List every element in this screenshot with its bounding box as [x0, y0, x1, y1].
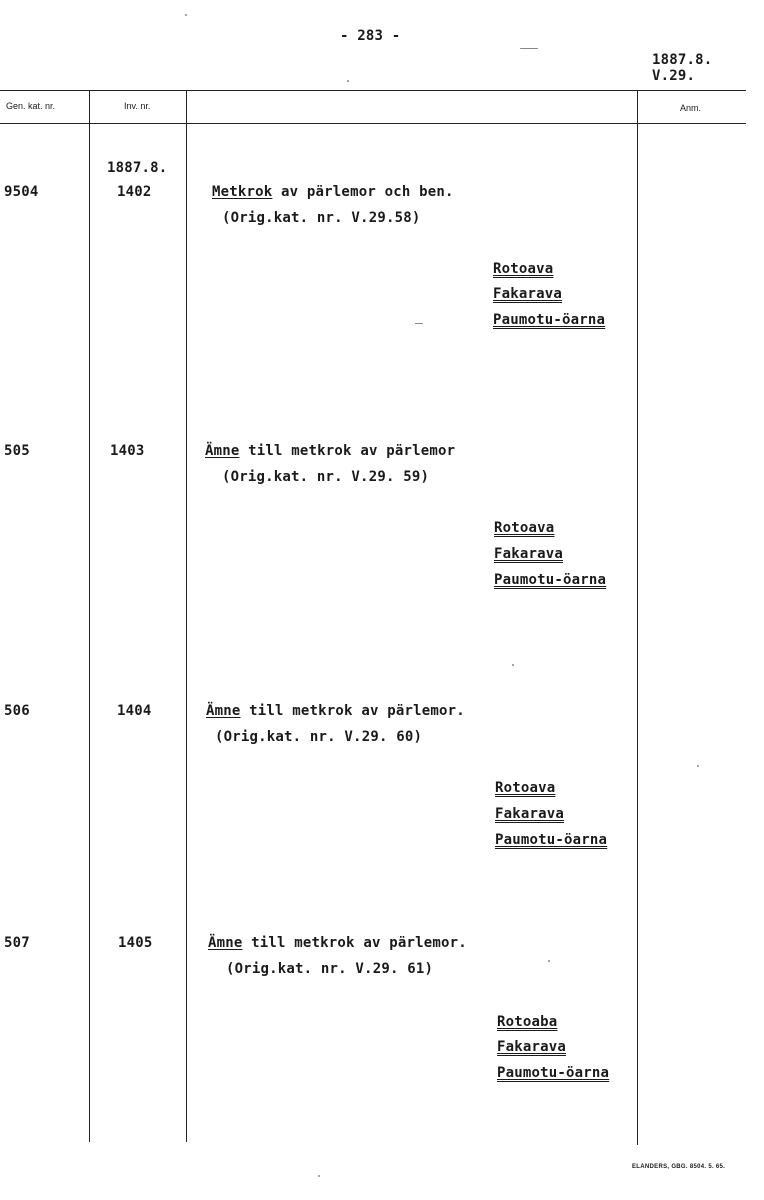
entry-place: Rotoava — [493, 261, 554, 277]
entry-orig-ref: (Orig.kat. nr. V.29.58) — [222, 210, 421, 226]
entry-term: Metkrok — [212, 184, 273, 200]
entry-description-rest: till metkrok av pärlemor — [239, 443, 456, 459]
entry-description-rest: till metkrok av pärlemor. — [240, 703, 465, 719]
entry-description — [205, 443, 455, 459]
entry-description-rest: av pärlemor och ben. — [272, 184, 454, 200]
header-reference-line1: 1887.8. — [652, 52, 713, 68]
entry-orig-ref: (Orig.kat. nr. V.29. 61) — [226, 961, 434, 977]
entry-inv-number: 1404 — [117, 703, 152, 719]
printer-footer: ELANDERS, GBG. 8504. 5. 65. — [632, 1164, 726, 1170]
entry-inv-number: 1403 — [110, 443, 145, 459]
scan-speck — [185, 14, 187, 16]
entry-description — [206, 703, 465, 719]
column-header-inv: Inv. nr. — [124, 101, 151, 111]
entry-term: Ämne — [206, 703, 241, 719]
table-header-rule — [0, 123, 746, 124]
entry-description-rest: till metkrok av pärlemor. — [242, 935, 467, 951]
entry-description — [212, 184, 454, 200]
column-divider-anm — [637, 90, 638, 1145]
entry-place: Paumotu-öarna — [494, 572, 607, 588]
entry-place: Fakarava — [493, 286, 563, 302]
scan-speck — [415, 323, 423, 324]
entry-gen-number: 507 — [4, 935, 30, 951]
column-divider-gen — [89, 90, 90, 1142]
entry-term: Ämne — [208, 935, 243, 951]
scan-speck — [347, 80, 349, 82]
entry-orig-ref: (Orig.kat. nr. V.29. 59) — [222, 469, 430, 485]
entry-gen-number: 9504 — [4, 184, 39, 200]
entry-place: Fakarava — [497, 1039, 567, 1055]
column-divider-inv — [186, 90, 187, 1142]
entry-place: Paumotu-öarna — [495, 832, 608, 848]
scan-speck — [697, 765, 699, 767]
entry-orig-ref: (Orig.kat. nr. V.29. 60) — [215, 729, 423, 745]
scan-speck — [318, 1175, 320, 1177]
entry-place: Fakarava — [494, 546, 564, 562]
entry-gen-number: 505 — [4, 443, 30, 459]
entry-place: Paumotu-öarna — [493, 312, 606, 328]
header-reference-line2: V.29. — [652, 68, 696, 84]
entry-place: Fakarava — [495, 806, 565, 822]
scan-speck — [548, 960, 550, 962]
entry-term: Ämne — [205, 443, 240, 459]
entry-inv-number: 1402 — [117, 184, 152, 200]
table-top-rule — [0, 90, 746, 91]
page-number: - 283 - — [340, 28, 401, 44]
column-header-anm: Anm. — [680, 103, 702, 113]
entry-place: Rotoava — [494, 520, 555, 536]
entry-inv-number: 1405 — [118, 935, 153, 951]
inv-prefix: 1887.8. — [107, 160, 168, 176]
entry-place: Rotoava — [495, 780, 556, 796]
scan-speck — [512, 664, 514, 666]
entry-place: Paumotu-öarna — [497, 1065, 610, 1081]
scan-speck — [520, 48, 538, 49]
entry-place: Rotoaba — [497, 1014, 558, 1030]
entry-description — [208, 935, 467, 951]
column-header-gen: Gen. kat. nr. — [6, 101, 56, 111]
entry-gen-number: 506 — [4, 703, 30, 719]
